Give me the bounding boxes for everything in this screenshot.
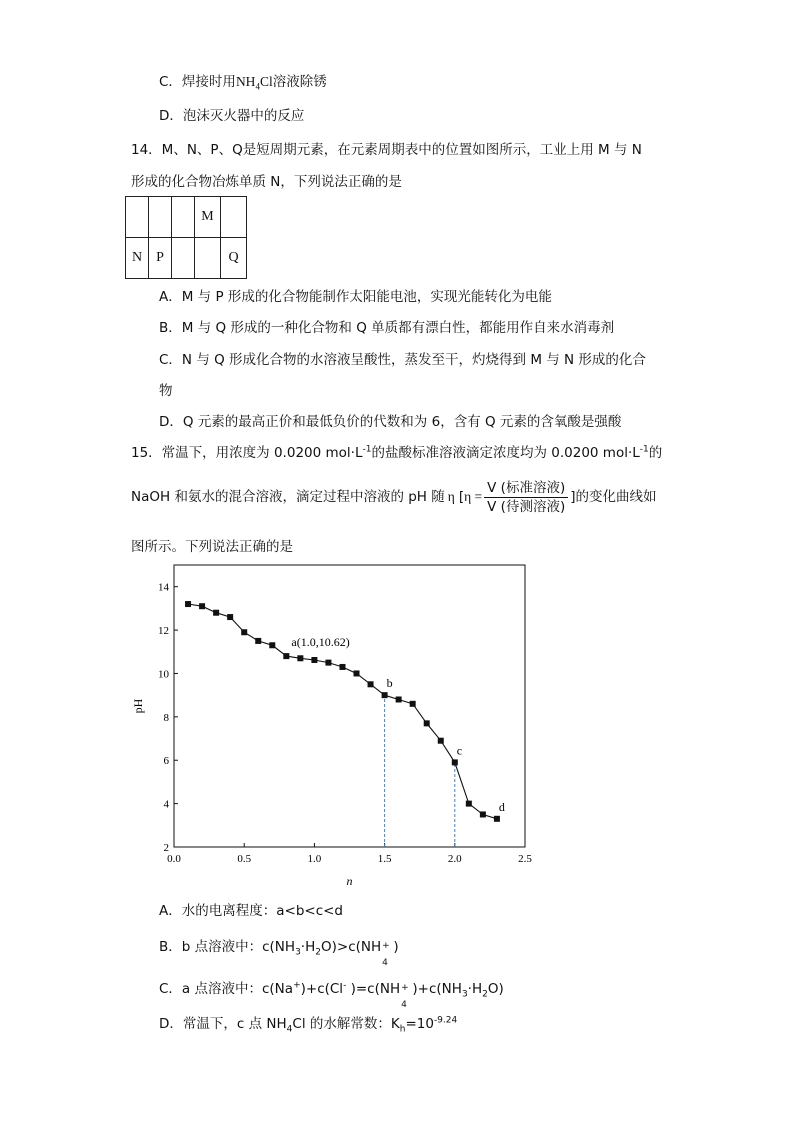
data-point-marker	[213, 610, 219, 616]
opt-d-part: Cl 的水解常数：K	[292, 1016, 400, 1032]
nh4cl-formula: NH	[235, 74, 256, 89]
table-cell-p: P	[149, 238, 172, 279]
q14-option-d: D．Q 元素的最高正价和最低负价的代数和为 6，含有 Q 元素的含氧酸是强酸	[159, 414, 622, 430]
q15-option-d	[159, 1014, 457, 1034]
q13-option-c	[159, 72, 327, 92]
subscript: 2	[315, 947, 321, 958]
x-tick-label: 0.0	[167, 853, 181, 865]
q14-option-c-line1: C．N 与 Q 形成化合物的水溶液呈酸性，蒸发至干，灼烧得到 M 与 N 形成的化合	[159, 352, 646, 368]
data-point-marker	[325, 660, 331, 666]
data-point-marker	[311, 657, 317, 663]
subscript: 4	[286, 1024, 293, 1035]
opt-d-part: D．常温下，c 点 NH	[159, 1016, 287, 1032]
table-row	[126, 238, 247, 279]
superscript: -9.24	[433, 1015, 458, 1026]
opt-c-part: )+c(Cl	[300, 981, 344, 997]
y-tick-label: 2	[163, 842, 169, 854]
fraction-denominator: V (待测溶液)	[487, 498, 566, 515]
x-tick-label: 1.0	[307, 853, 322, 865]
fraction-numerator: V (标准溶液)	[484, 479, 568, 498]
y-tick-label: 6	[163, 755, 169, 768]
data-point-marker	[354, 670, 360, 676]
table-cell	[172, 238, 195, 279]
data-point-marker	[466, 801, 472, 807]
subscript: 2	[482, 989, 488, 1000]
opt-c-part: C．a 点溶液中：c(Na	[159, 981, 294, 997]
data-point-marker	[494, 816, 500, 822]
q14-option-a: A．M 与 P 形成的化合物能制作太阳能电池，实现光能转化为电能	[159, 289, 552, 305]
q15-stem-part: 的变化曲线如	[575, 489, 657, 505]
q15-stem-line2	[131, 477, 657, 517]
point-label: d	[498, 799, 505, 814]
data-point-marker	[452, 759, 458, 765]
y-tick-label: 12	[158, 625, 169, 638]
data-point-marker	[368, 681, 374, 687]
q15-option-a: A．水的电离程度：a<b<c<d	[159, 903, 344, 919]
nh4cl-formula-tail: Cl	[259, 74, 273, 89]
q15-stem-line3: 图所示。下列说法正确的是	[131, 539, 293, 555]
table-cell	[149, 197, 172, 238]
point-label: c	[456, 743, 463, 758]
table-cell-m: M	[195, 197, 221, 238]
opt-b-part: )	[389, 939, 399, 955]
data-point-marker	[438, 738, 444, 744]
table-row	[126, 197, 247, 238]
superscript: +	[293, 980, 301, 991]
table-cell	[126, 197, 149, 238]
q13-option-d: D．泡沫灭火器中的反应	[159, 108, 305, 124]
q15-stem-part: 15．常温下，用浓度为 0.0200 mol·L	[131, 445, 363, 461]
data-point-marker	[480, 811, 486, 817]
q15-stem-part: 的盐酸标准溶液滴定浓度均为 0.0200 mol·L	[371, 445, 640, 461]
table-cell	[172, 197, 195, 238]
q14-option-c-line2: 物	[159, 383, 173, 399]
q15-option-c: C．a 点溶液中：c(Na+)+c(Cl- )=c(NH + 4 )$+c(NH_3\cdot H_2O)$	[159, 980, 504, 1010]
y-tick-label: 14	[158, 581, 169, 594]
eta-equals: η =	[464, 489, 483, 504]
q15-stem-part: NaOH 和氨水的混合溶液，滴定过程中溶液的 pH 随	[131, 489, 445, 505]
y-tick-label: 10	[158, 668, 169, 681]
data-point-marker	[424, 720, 430, 726]
q13-option-c-tail: 溶液除锈	[272, 74, 327, 90]
x-tick-label: 1.5	[377, 853, 392, 865]
table-cell-n: N	[126, 238, 149, 279]
data-point-marker	[227, 614, 233, 620]
q15-stem-part: 的	[648, 445, 663, 461]
point-label: a(1.0,10.62)	[291, 635, 350, 650]
q13-option-c-text: C．焊接时用	[159, 74, 236, 90]
dashed-guides	[385, 695, 455, 847]
eta-symbol: η	[447, 489, 455, 504]
data-point-marker	[269, 642, 275, 648]
data-point-marker	[199, 603, 205, 609]
opt-c-part: )+c(NH	[408, 981, 462, 997]
q15-stem-line1	[131, 443, 662, 463]
superscript: -	[343, 980, 347, 991]
data-point-marker	[283, 653, 289, 659]
superscript: -1	[362, 444, 372, 455]
superscript: -1	[639, 444, 649, 455]
table-cell	[221, 197, 247, 238]
x-tick-label: 0.5	[237, 853, 252, 865]
opt-c-part: O)	[487, 981, 504, 997]
table-cell-q: Q	[221, 238, 247, 279]
y-tick-label: 8	[163, 711, 169, 724]
ph-titration-chart	[130, 555, 530, 895]
x-tick-label: 2.5	[518, 853, 532, 865]
data-point-marker	[241, 629, 247, 635]
plot-frame	[174, 565, 525, 847]
data-point-marker	[382, 692, 388, 698]
q14-stem-line2: 形成的化合物冶炼单质 N，下列说法正确的是	[131, 174, 402, 190]
opt-d-part: =10	[405, 1016, 434, 1032]
axis-ticks	[158, 582, 532, 865]
data-point-marker	[339, 664, 345, 670]
data-point-marker	[255, 638, 261, 644]
y-axis-label: pH	[131, 698, 145, 714]
x-axis-label: n	[346, 874, 353, 888]
subscript: 3	[461, 989, 468, 1000]
opt-c-part: )=c(NH	[346, 981, 401, 997]
x-tick-label: 2.0	[447, 853, 462, 865]
volume-fraction	[484, 479, 568, 516]
data-point-marker	[297, 655, 303, 661]
subscript: h	[399, 1024, 406, 1035]
point-label: b	[386, 676, 393, 691]
opt-b-part: O)>c(NH	[320, 939, 382, 955]
bracket: ]	[570, 489, 576, 505]
y-tick-label: 4	[163, 798, 169, 811]
data-point-marker	[185, 601, 191, 607]
subscript: 3	[295, 947, 301, 958]
data-point-marker	[396, 696, 402, 702]
q14-option-b: B．M 与 Q 形成的一种化合物和 Q 单质都有漂白性，都能用作自来水消毒剂	[159, 320, 615, 336]
bracket: [	[458, 489, 465, 505]
opt-b-part: B．b 点溶液中：c(NH	[159, 939, 296, 955]
data-point-marker	[410, 701, 416, 707]
q15-option-b: B．b 点溶液中：$c(NH_3\cdot H_2O)>c(NH$ + 4 )	[159, 939, 399, 968]
opt-c-part: ·H	[467, 981, 483, 997]
q14-stem-line1: 14．M、N、P、Q是短周期元素，在元素周期表中的位置如图所示，工业上用 M 与 N	[131, 142, 642, 158]
table-cell	[195, 238, 221, 279]
periodic-table-fragment	[125, 196, 247, 279]
opt-b-part: ·H	[300, 939, 316, 955]
nh4cl-subscript: 4	[255, 81, 260, 92]
